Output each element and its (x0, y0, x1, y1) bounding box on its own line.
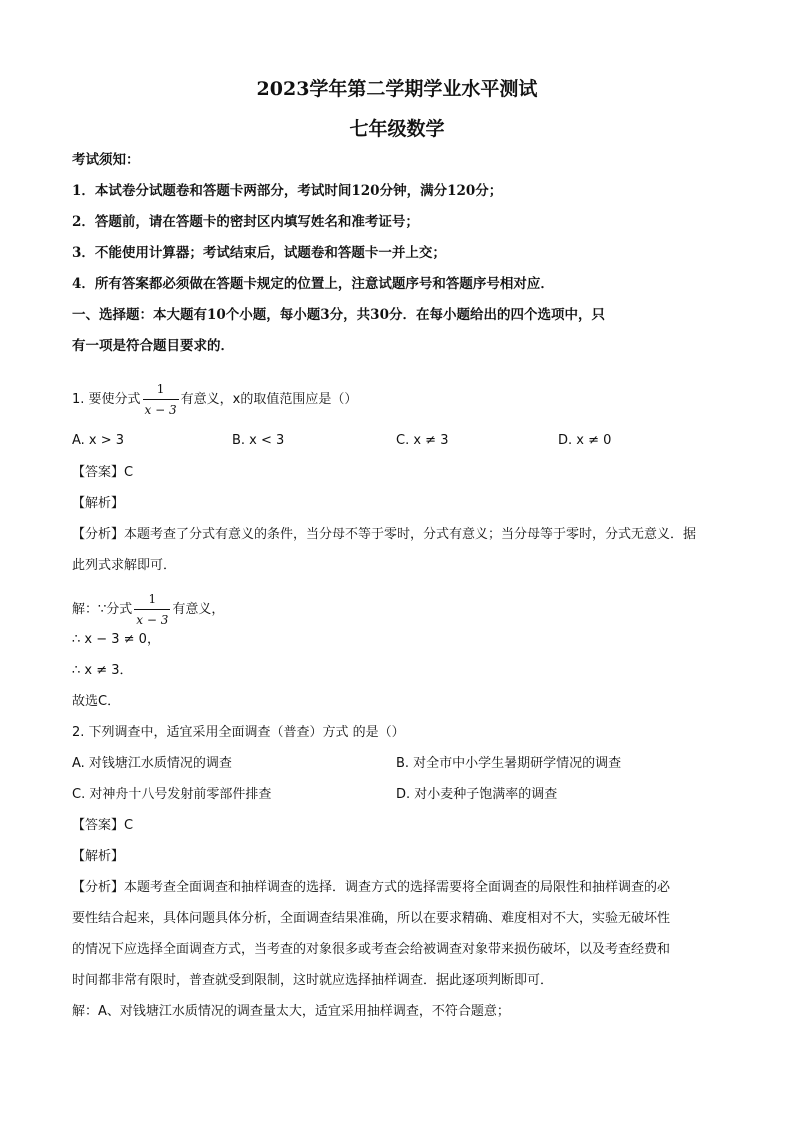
q2-option-c: C. 对神舟十八号发射前零部件排查 (72, 787, 272, 802)
q2-option-d: D. 对小麦种子饱满率的调查 (396, 787, 558, 802)
fraction-numerator: 1 (156, 382, 165, 396)
q1-option-b: B. x < 3 (232, 433, 285, 448)
question-2: 2. 下列调查中，适宜采用全面调查（普查）方式 的是（） (72, 725, 405, 740)
q1-solution-step-1: ∴ x − 3 ≠ 0， (72, 632, 160, 647)
q2-option-b: B. 对全市中小学生暑期研学情况的调查 (396, 756, 622, 771)
section-heading-line-2: 有一项是符合题目要求的． (72, 338, 234, 354)
q1-solution-suffix: 有意义， (172, 602, 225, 617)
exam-subtitle: 七年级数学 (349, 118, 445, 140)
q2-solution-line: 解：A、对钱塘江水质情况的调查量太大，适宜采用抽样调查，不符合题意； (72, 1004, 510, 1019)
q1-solution (72, 590, 224, 629)
q1-answer: 【答案】C (72, 465, 134, 480)
notice-item-2: 2．答题前，请在答题卡的密封区内填写姓名和准考证号； (72, 214, 419, 230)
notice-item-1: 1．本试卷分试题卷和答题卡两部分，考试时间120分钟，满分120分； (72, 183, 503, 199)
q1-analysis-label: 【解析】 (72, 496, 125, 511)
notice-item-4: 4．所有答案都必须做在答题卡规定的位置上，注意试题序号和答题序号相对应． (72, 276, 554, 292)
notice-heading: 考试须知： (72, 152, 140, 168)
q2-analysis-line-1: 【分析】本题考查全面调查和抽样调查的选择．调查方式的选择需要将全面调查的局限性和抽样调查的必 (72, 880, 671, 895)
q2-analysis-line-3: 的情况下应选择全面调查方式，当考查的对象很多或考查会给被调查对象带来损伤破坏，以及考查经费和 (72, 942, 671, 957)
q2-answer: 【答案】C (72, 818, 134, 833)
fraction-numerator: 1 (148, 592, 157, 606)
q1-option-a: A. x > 3 (72, 433, 125, 448)
q1-option-c: C. x ≠ 3 (396, 433, 449, 448)
question-1-prefix: 1. 要使分式 (72, 392, 141, 407)
question-1-suffix: 有意义，x的取值范围应是（） (180, 392, 358, 407)
q2-analysis-line-4: 时间都非常有限时，普查就受到限制，这时就应选择抽样调查．据此逐项判断即可． (72, 973, 554, 988)
fraction-denominator: x − 3 (143, 399, 179, 419)
q1-solution-final: 故选C． (72, 694, 121, 709)
q1-solution-step-2: ∴ x ≠ 3． (72, 663, 133, 678)
notice-item-3: 3．不能使用计算器；考试结束后，试题卷和答题卡一并上交； (72, 245, 446, 261)
q1-solution-fraction (134, 590, 170, 629)
question-1 (72, 380, 357, 419)
q2-option-a: A. 对钱塘江水质情况的调查 (72, 756, 232, 771)
q1-option-d: D. x ≠ 0 (558, 433, 612, 448)
section-heading-line-1: 一、选择题：本大题有10个小题，每小题3分，共30分．在每小题给出的四个选项中，只 (72, 307, 605, 323)
q2-analysis-label: 【解析】 (72, 849, 125, 864)
q1-analysis-line-1: 【分析】本题考查了分式有意义的条件，当分母不等于零时，分式有意义；当分母等于零时，分式无意义．据 (72, 527, 697, 542)
exam-title: 2023学年第二学期学业水平测试 (256, 78, 538, 100)
q2-analysis-line-2: 要性结合起来，具体问题具体分析，全面调查结果准确，所以在要求精确、难度相对不大，实验无破坏性 (72, 911, 671, 926)
q1-solution-prefix: 解：∵分式 (72, 602, 133, 617)
fraction-denominator: x − 3 (134, 609, 170, 629)
question-1-fraction (143, 380, 179, 419)
q1-analysis-line-2: 此列式求解即可． (72, 558, 177, 573)
